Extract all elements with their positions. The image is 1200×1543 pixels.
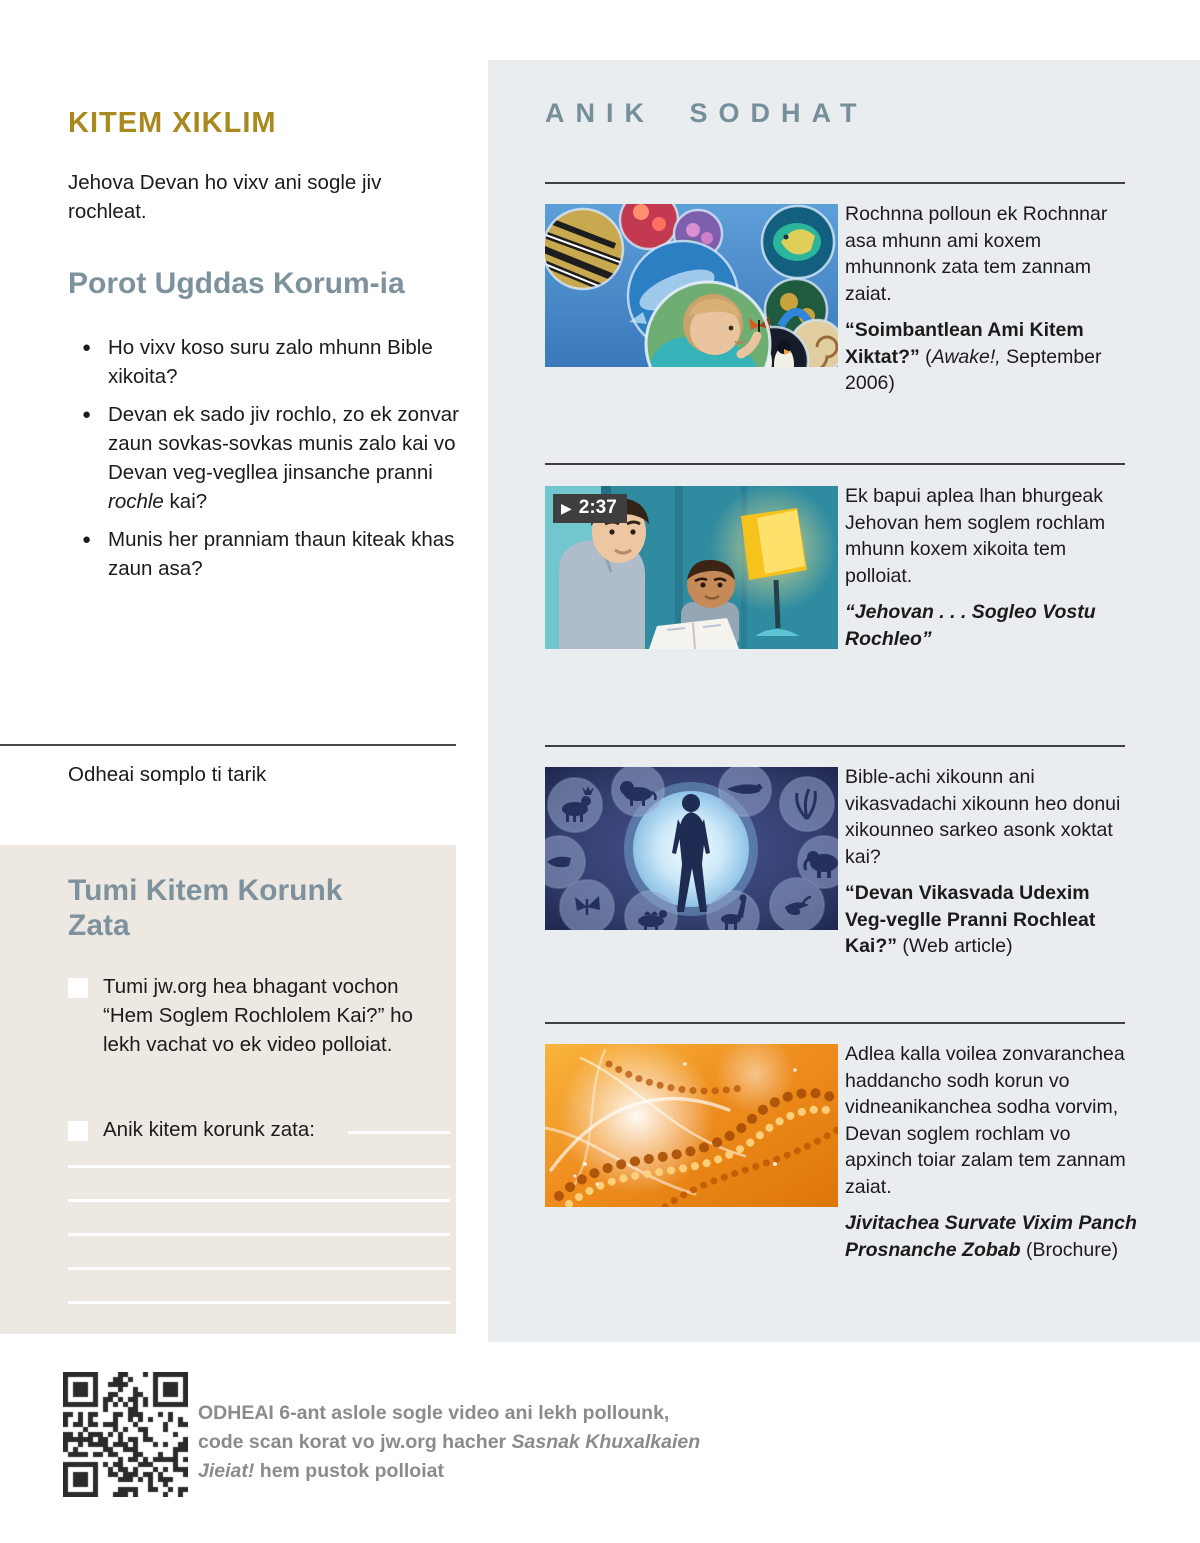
write-in-line: [68, 1233, 450, 1236]
completion-note: Odheai somplo ti tarik: [68, 763, 267, 786]
item-description: Bible-achi xikounn ani vikasvadachi xikounn heo donui xikounneo sarkeo asonk xoktat kai?: [845, 766, 1121, 868]
lesson-summary: Jehova Devan ho vixv ani sogle jiv rochleat.: [68, 171, 382, 223]
write-in-line: [68, 1165, 450, 1168]
write-in-line: [68, 1267, 450, 1270]
goals-box-title: Tumi Kitem Korunk Zata: [68, 874, 343, 943]
bullet-icon: ●: [82, 339, 92, 356]
item-reference: Jivitachea Survate Vixim Panch Prosnanche Zobab (Brochure): [845, 1212, 1137, 1261]
panel-item: [845, 201, 1135, 397]
video-duration-badge: [553, 494, 627, 523]
divider: [545, 463, 1125, 465]
more-info-panel: [488, 60, 1200, 1342]
item-reference: “Jehovan . . . Sogleo Vostu Rochleo”: [845, 601, 1096, 650]
divider: [545, 182, 1125, 184]
panel-item: [845, 764, 1135, 960]
review-question-list: [82, 333, 462, 592]
list-item: [82, 333, 462, 391]
goal-item: Tumi jw.org hea bhagant vochon “Hem Soglem Rochlolem Kai?” ho lekh vachat vo ek video polloiat.: [103, 975, 413, 1056]
list-item: [82, 525, 462, 583]
dna-strands-image: [545, 1044, 838, 1207]
lesson-label: KITEM XIKLIM: [68, 107, 277, 139]
qr-code: [63, 1372, 188, 1497]
human-and-animals-image: [545, 767, 838, 930]
panel-item: [845, 1041, 1140, 1263]
write-in-line: [348, 1131, 450, 1134]
goal-item: Anik kitem korunk zata:: [103, 1118, 315, 1141]
qr-caption: ODHEAI 6-ant aslole sogle video ani lekh pollounk, code scan korat vo jw.org hacher Sasnak Khuxalkaien Jieiat! hem pustok polloiat: [198, 1402, 701, 1482]
review-question: Devan ek sado jiv rochlo, zo ek zonvar zaun sovkas-sovkas munis zalo kai vo Devan veg-vegllea jinsanche pranni rochle kai?: [108, 403, 459, 513]
review-question: Munis her pranniam thaun kiteak khas zaun asa?: [108, 528, 455, 580]
divider: [545, 745, 1125, 747]
item-description: Rochnna polloun ek Rochnnar asa mhunn ami koxem mhunnonk zata tem zannam zaiat.: [845, 203, 1108, 305]
list-item: [82, 400, 462, 516]
item-reference: “Soimbantlean Ami Kitem Xiktat?” (Awake!, September 2006): [845, 319, 1102, 394]
checkbox: [68, 1121, 88, 1141]
write-in-line: [68, 1301, 450, 1304]
divider: [545, 1022, 1125, 1024]
item-description: Adlea kalla voilea zonvaranchea haddancho sodh korun vo vidneanikanchea sodha vorvim, Devan soglem rochlam vo apxinch toiar zalam tem zannam zaiat.: [845, 1043, 1126, 1198]
item-description: Ek bapui aplea lhan bhurgeak Jehovan hem soglem rochlam mhunn koxem xikoita tem polloiat.: [845, 485, 1106, 587]
item-reference: “Devan Vikasvada Udexim Veg-veglle Pranni Rochleat Kai?” (Web article): [845, 882, 1096, 957]
review-question: Ho vixv koso suru zalo mhunn Bible xikoita?: [108, 336, 433, 388]
checkbox: [68, 978, 88, 998]
goals-box: [0, 845, 456, 1334]
write-in-line: [68, 1199, 450, 1202]
panel-item: [845, 483, 1135, 652]
play-icon: ▶: [561, 499, 572, 516]
sea-creatures-bubbles-image: [545, 204, 838, 367]
bullet-icon: ●: [82, 406, 92, 423]
video-duration: 2:37: [578, 497, 617, 518]
divider: [0, 744, 456, 746]
review-title: Porot Ugddas Korum-ia: [68, 267, 405, 300]
bullet-icon: ●: [82, 531, 92, 548]
panel-title: ANIK SODHAT: [545, 98, 868, 128]
father-son-video-thumbnail: [545, 486, 838, 649]
